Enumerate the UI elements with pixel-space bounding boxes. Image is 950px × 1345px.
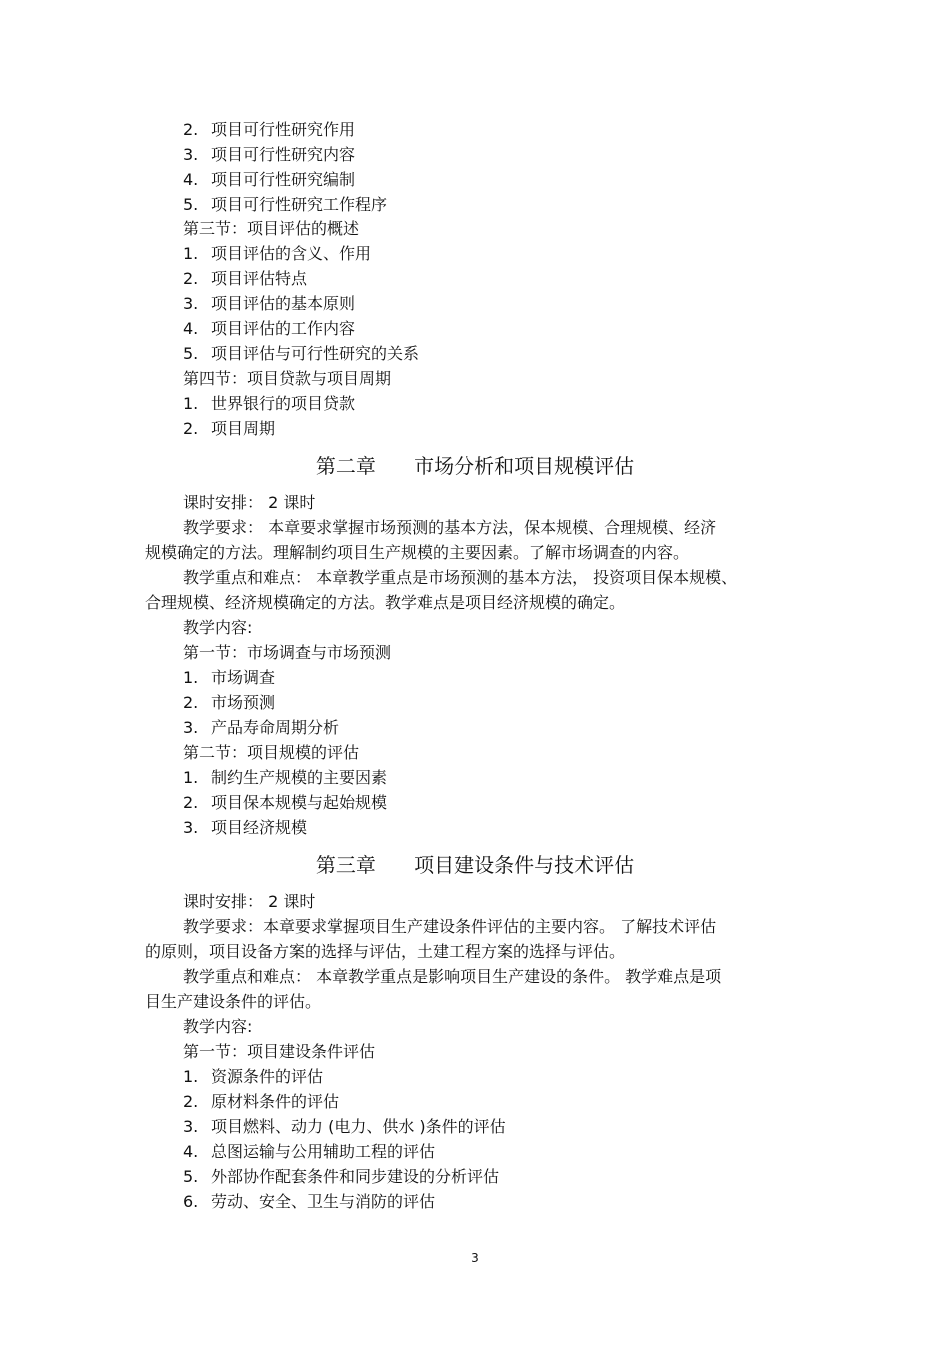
list-item: 3. 项目燃料、动力 (电力、供水 )条件的评估 <box>183 1117 506 1136</box>
content-label: 教学内容: <box>183 1017 253 1036</box>
page-number: 3 <box>471 1251 479 1265</box>
key-points-cont: 目生产建设条件的评估。 <box>145 992 322 1011</box>
list-item: 2. 项目可行性研究作用 <box>183 120 356 139</box>
teaching-requirement: 教学要求： 本章要求掌握市场预测的基本方法，保本规模、合理规模、经济 <box>183 518 717 537</box>
section-heading: 第一节：市场调查与市场预测 <box>183 643 392 662</box>
class-hours: 课时安排： 2 课时 <box>183 493 316 512</box>
section-heading: 第一节：项目建设条件评估 <box>183 1042 376 1061</box>
content-label: 教学内容: <box>183 618 253 637</box>
list-item: 4. 项目评估的工作内容 <box>183 319 356 338</box>
list-item: 1. 资源条件的评估 <box>183 1067 324 1086</box>
list-item: 1. 市场调查 <box>183 668 276 687</box>
list-item: 3. 产品寿命周期分析 <box>183 718 340 737</box>
list-item: 1. 世界银行的项目贷款 <box>183 394 356 413</box>
list-item: 5. 外部协作配套条件和同步建设的分析评估 <box>183 1167 500 1186</box>
key-points: 教学重点和难点： 本章教学重点是影响项目生产建设的条件。 教学难点是项 <box>183 967 722 986</box>
list-item: 2. 项目评估特点 <box>183 269 308 288</box>
list-item: 2. 原材料条件的评估 <box>183 1092 340 1111</box>
list-item: 1. 制约生产规模的主要因素 <box>183 768 388 787</box>
list-item: 5. 项目可行性研究工作程序 <box>183 195 388 214</box>
list-item: 2. 项目保本规模与起始规模 <box>183 793 388 812</box>
list-item: 2. 项目周期 <box>183 419 276 438</box>
section-heading: 第三节：项目评估的概述 <box>183 219 360 238</box>
list-item: 3. 项目经济规模 <box>183 818 308 837</box>
list-item: 4. 总图运输与公用辅助工程的评估 <box>183 1142 436 1161</box>
teaching-requirement-cont: 的原则，项目设备方案的选择与评估，土建工程方案的选择与评估。 <box>145 942 626 961</box>
teaching-requirement-cont: 规模确定的方法。理解制约项目生产规模的主要因素。了解市场调查的内容。 <box>145 543 690 562</box>
chapter-title: 第二章 市场分析和项目规模评估 <box>315 454 635 478</box>
list-item: 5. 项目评估与可行性研究的关系 <box>183 344 420 363</box>
list-item: 6. 劳动、安全、卫生与消防的评估 <box>183 1192 436 1211</box>
key-points-cont: 合理规模、经济规模确定的方法。教学难点是项目经济规模的确定。 <box>145 593 626 612</box>
class-hours: 课时安排： 2 课时 <box>183 892 316 911</box>
list-item: 3. 项目评估的基本原则 <box>183 294 356 313</box>
list-item: 4. 项目可行性研究编制 <box>183 170 356 189</box>
list-item: 2. 市场预测 <box>183 693 276 712</box>
list-item: 3. 项目可行性研究内容 <box>183 145 356 164</box>
section-heading: 第二节：项目规模的评估 <box>183 743 360 762</box>
chapter-title: 第三章 项目建设条件与技术评估 <box>315 853 635 877</box>
list-item: 1. 项目评估的含义、作用 <box>183 244 372 263</box>
section-heading: 第四节：项目贷款与项目周期 <box>183 369 392 388</box>
teaching-requirement: 教学要求：本章要求掌握项目生产建设条件评估的主要内容。 了解技术评估 <box>183 917 717 936</box>
key-points: 教学重点和难点： 本章教学重点是市场预测的基本方法， 投资项目保本规模、 <box>183 568 738 587</box>
